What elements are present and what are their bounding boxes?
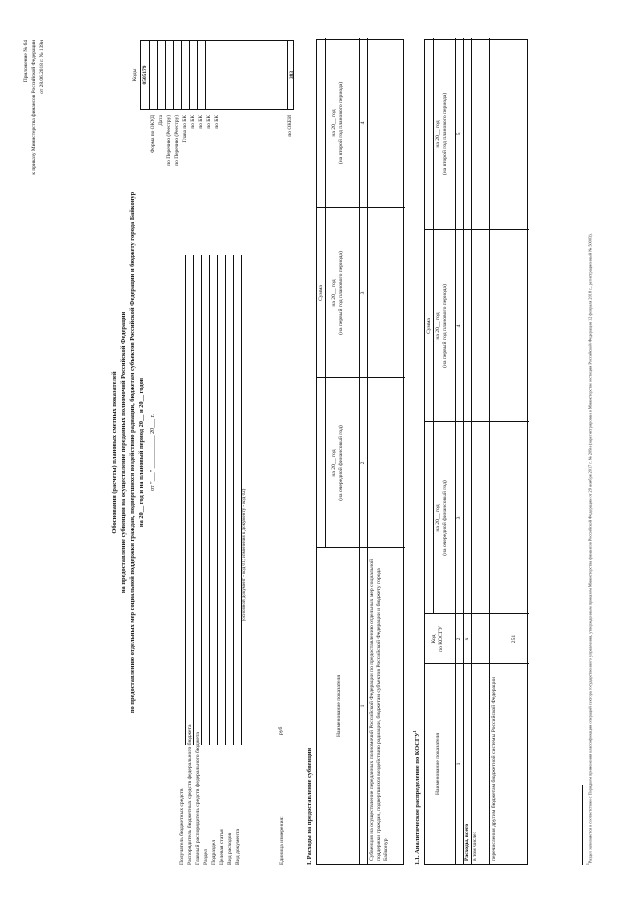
code-cell-bk4	[205, 41, 213, 109]
field-document-type: Вид документа	[235, 829, 241, 865]
table-row-subsidy: Субвенция на осуществление переданных полномочий Российской Федерации по предоставлению отдельных мер социальной поддержки граждан, подвергшихся воздействию радиации, бюджетам субъектов Российской Федерации и бюджету города Байконур	[369, 558, 389, 861]
th-kosgu-code: Код по КОСГУ	[431, 626, 444, 652]
registry-label-2: по Перечню (Реестру)	[174, 115, 180, 166]
th-kosgu-sum: Сумма	[426, 318, 432, 334]
th-kosgu-year-0: на 20__ год (на очередной финансовый год)	[435, 480, 448, 556]
okei-code: 383	[287, 41, 295, 109]
date-label: Дата	[158, 115, 164, 126]
field-unit: Единица измерения:	[279, 816, 285, 865]
table-row-transfers: перечисления другим бюджетам бюджетной системы Российской Федерации	[491, 677, 497, 861]
chapter-label: Глава по БК	[182, 115, 188, 143]
kosgu-col-1: 1	[456, 762, 462, 766]
code-cell-date	[149, 41, 157, 109]
okud-code: 0505179	[142, 65, 148, 85]
code-cell-registry2	[165, 41, 173, 109]
document-type-hint: (основной документ - код 01; изменения к документу - код 02)	[242, 488, 247, 622]
kosgu-col-4: 4	[456, 324, 462, 328]
th-sum: Сумма	[318, 285, 324, 301]
field-section: Раздел	[203, 849, 209, 865]
appendix-date: от 28.06.2018 г. № 139н	[39, 40, 45, 94]
kosgu-col-2: 2	[456, 637, 462, 641]
appendix-number: Приложение № 64	[23, 40, 29, 83]
col-num-4: 4	[360, 121, 366, 125]
okud-label: Форма по ОКУД	[150, 115, 156, 153]
field-subsection: Подраздел	[211, 839, 217, 865]
okei-label: по ОКЕИ	[287, 115, 293, 137]
th-year-0: на 20__ год (на очередной финансовый год)	[331, 425, 344, 501]
appendix-header	[22, 40, 46, 175]
document-title: Обоснования (расчеты) плановых сметных показателей на предоставление субвенции на осуществление переданных полномочий Российской Федерации по предоставлению отдельных мер социальной поддержки граждан, подвергшихся воздействию радиации, бюджетам субъектов Российской Федерации и бюджету города Байконур на 20__ год и на плановый период 20__ и 20__ годов	[111, 191, 145, 714]
table-expenses	[316, 39, 404, 865]
section-1-1-title: 1.1. Аналитическое распределение по КОСГУ$^1$	[412, 730, 422, 865]
th-year-1: на 20__ год (на первый год планового периода)	[331, 251, 344, 335]
col-num-3: 3	[360, 291, 366, 295]
field-manager: Распорядитель бюджетных средств федерального бюджета	[187, 724, 193, 865]
code-cell-registry1	[157, 41, 165, 109]
bk-label-2: по БК	[198, 115, 204, 129]
col-num-1: 1	[360, 704, 366, 708]
field-target-item: Целевая статья	[219, 829, 225, 865]
footnote: $^1$Раздел заполняется в соответствии с Порядком применения классификации операций сектора государственного управления, утвержденным приказом Министерства финансов Российской Федерации от 29 ноября 2017 г. № 209н (зарегистрирован в Министерстве юстиции Российской Федерации 12 февраля 2018 г., регистрационный № 50003).	[586, 233, 593, 865]
bk-label-1: по БК	[190, 115, 196, 129]
th-kosgu-year-1: на 20__ год (на первый год планового периода)	[435, 284, 448, 368]
field-expense-type: Вид расходов	[227, 832, 233, 865]
table-kosgu	[424, 39, 528, 865]
th-kosgu-year-2: на 20__ год (на второй год планового периода)	[435, 92, 448, 176]
appendix-order: к приказу Министерства финансов Российской Федерации	[31, 40, 37, 175]
registry-label-1: по Перечню (Реестру)	[166, 115, 172, 166]
table-row-total: Расходы, всего	[464, 823, 470, 861]
bk-label-4: по БК	[214, 115, 220, 129]
section-1-title: I. Расходы на предоставление субвенции	[306, 747, 313, 865]
fields-block	[178, 245, 298, 865]
table-row-including: в том числе:	[472, 831, 478, 861]
col-num-2: 2	[360, 461, 366, 465]
codes-box	[132, 40, 295, 110]
code-cell-chapter	[173, 41, 181, 109]
table-row-transfers-code: 251	[511, 634, 517, 644]
table-row-total-code: x	[464, 637, 470, 641]
codes-header: Коды	[132, 68, 138, 82]
code-cell-bk3	[197, 41, 205, 109]
code-cell-bk1	[181, 41, 189, 109]
th-kosgu-indicator: Наименование показателя	[435, 733, 441, 795]
bk-label-3: по БК	[206, 115, 212, 129]
unit-value: руб	[278, 726, 284, 735]
field-recipient: Получатель бюджетных средств	[179, 788, 185, 865]
date-line: от "___" ___________ 20___ г.	[150, 414, 156, 491]
kosgu-col-5: 5	[456, 132, 462, 136]
th-indicator: Наименование показателя	[336, 675, 342, 737]
field-chief-manager: Главный распорядитель средств федерального бюджета	[195, 732, 201, 865]
code-cell-bk2	[189, 41, 197, 109]
th-year-2: на 20__ год (на второй год планового периода)	[331, 81, 344, 165]
kosgu-col-3: 3	[456, 516, 462, 520]
